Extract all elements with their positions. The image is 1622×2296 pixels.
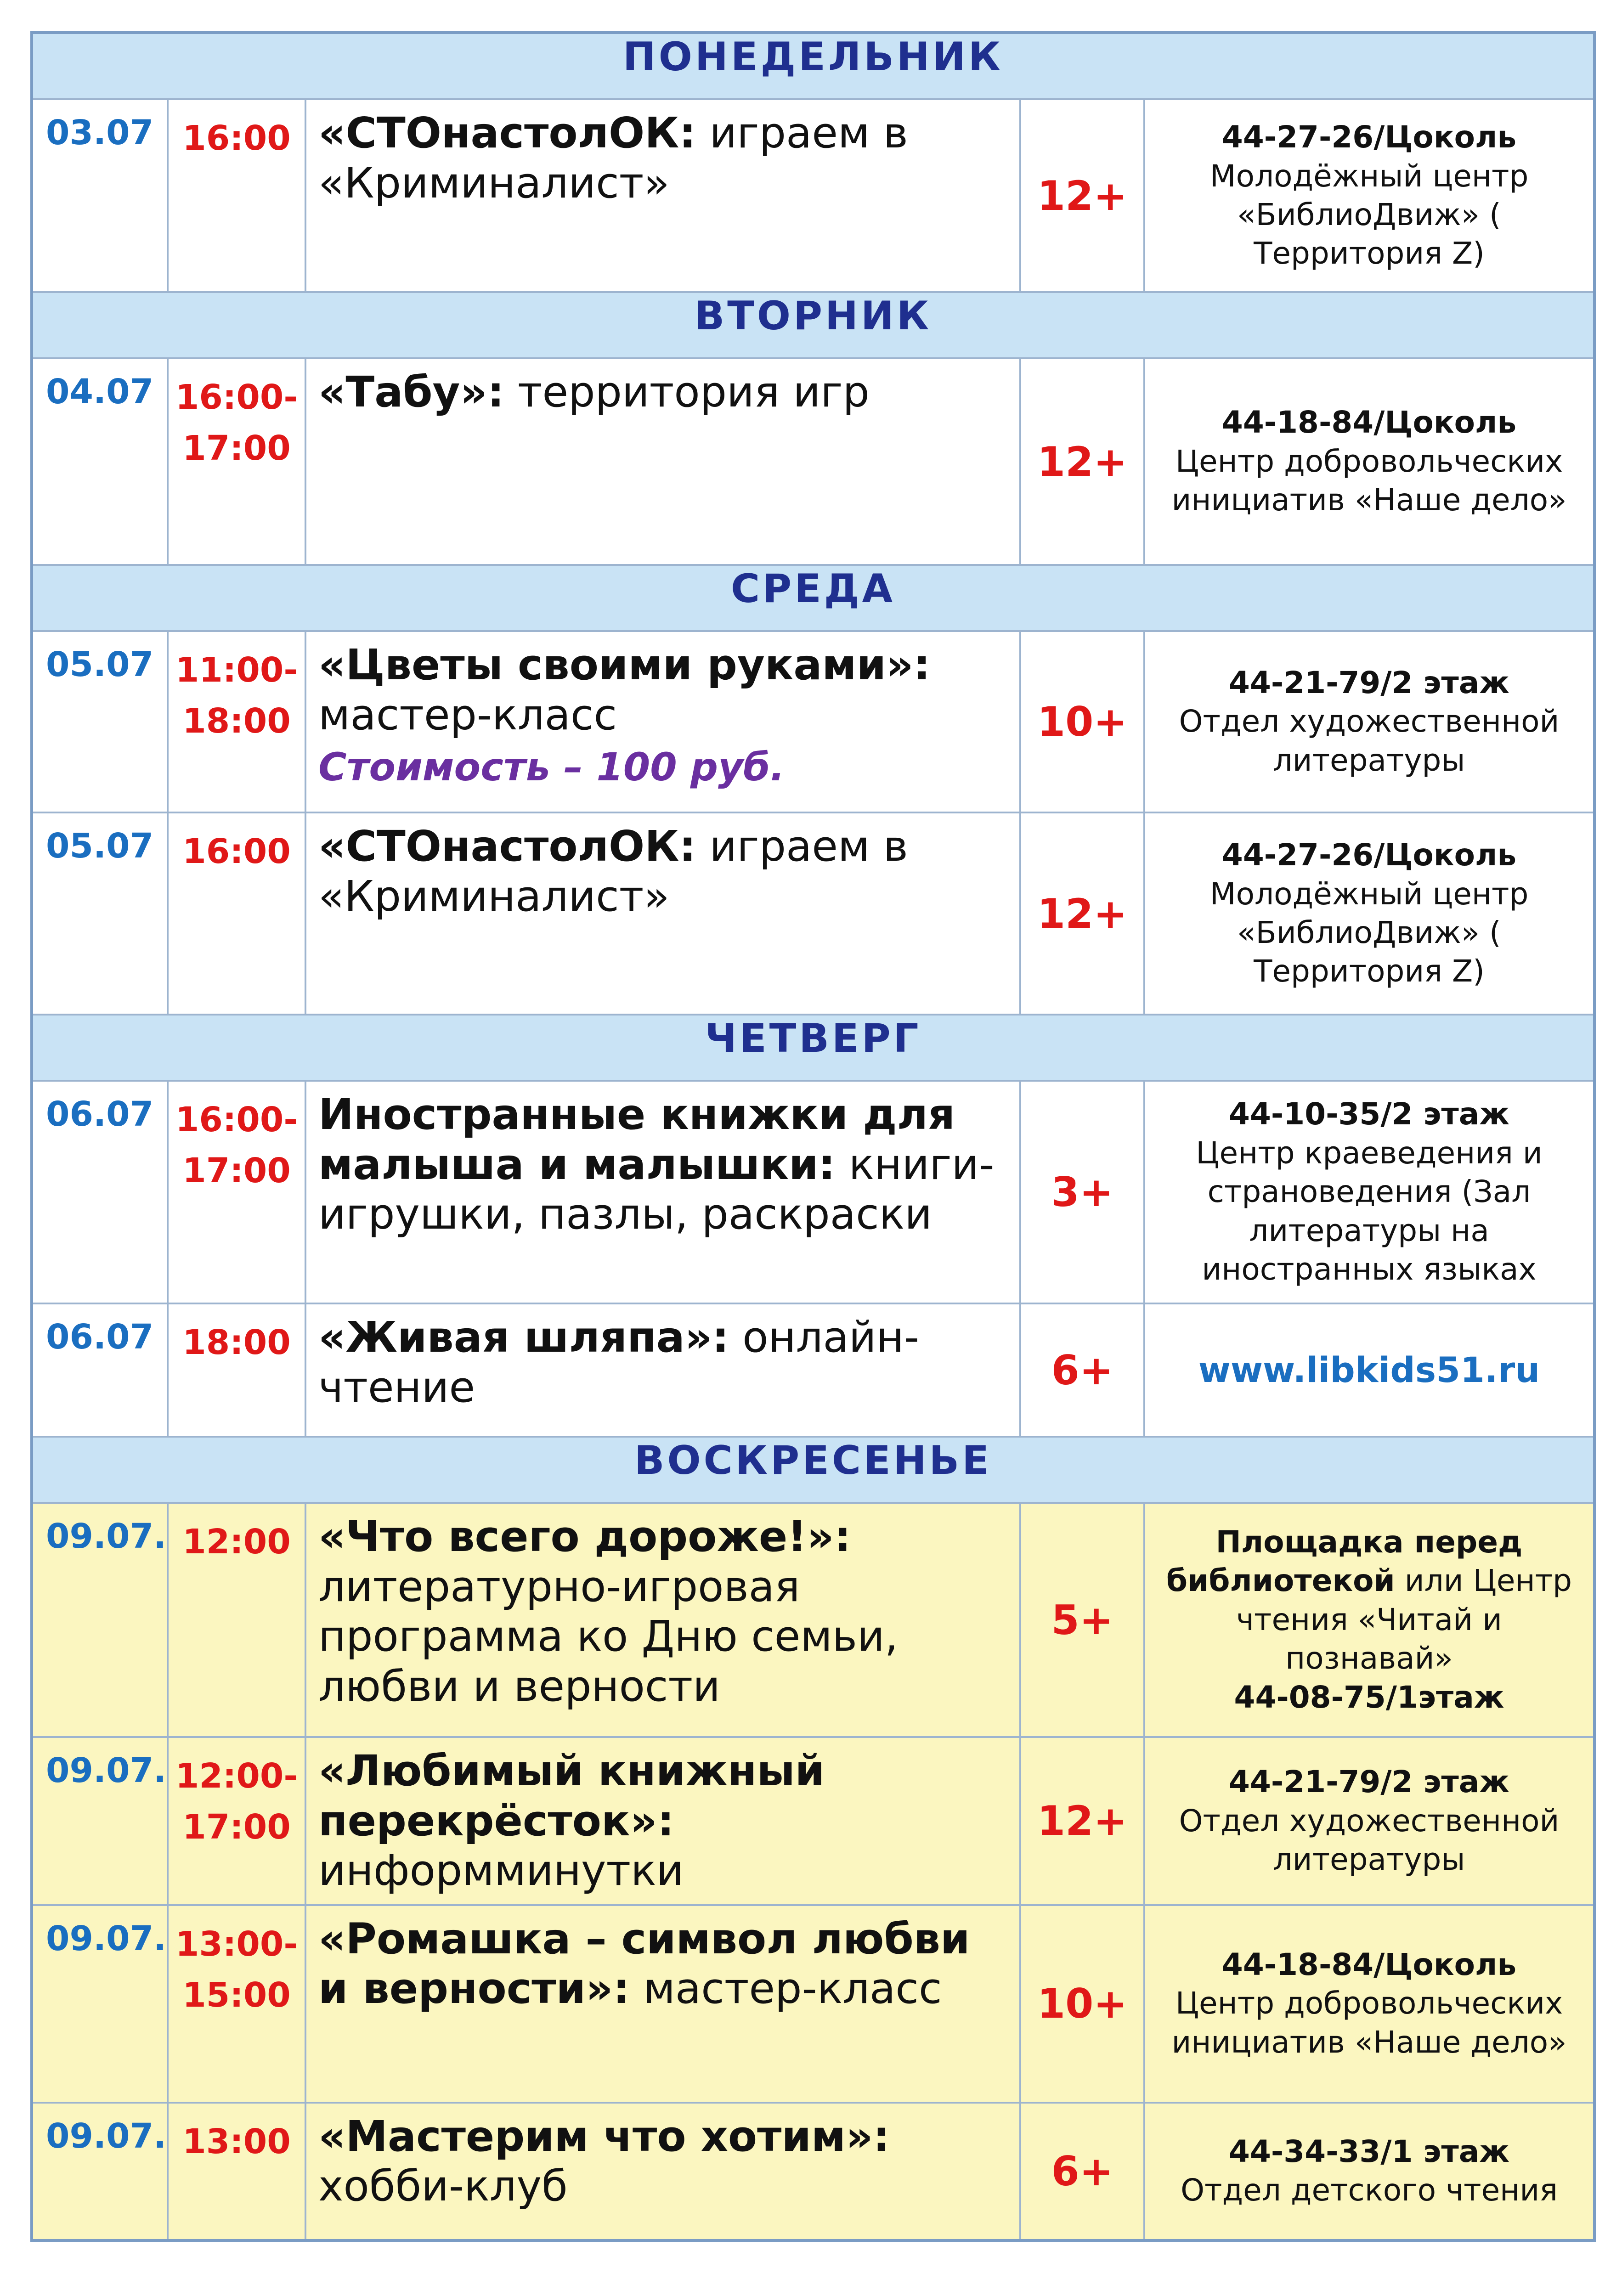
day-header: ПОНЕДЕЛЬНИК — [32, 33, 1594, 99]
event-title-cell — [305, 358, 1020, 565]
event-date: 09.07. — [32, 1905, 168, 2103]
event-date: 04.07 — [32, 358, 168, 565]
age-rating: 6+ — [1020, 1303, 1144, 1437]
event-title: «СТОнастолОК: — [318, 108, 696, 158]
place-name: Отдел детского чтения — [1181, 2172, 1558, 2208]
event-time: 12:00 — [168, 1503, 305, 1737]
place-name-bold: Площадка перед библиотекой — [1166, 1524, 1523, 1599]
event-time: 16:00-17:00 — [168, 358, 305, 565]
event-price: Стоимость – 100 руб. — [318, 745, 785, 790]
event-place — [1144, 99, 1594, 292]
event-row — [32, 1905, 1594, 2103]
event-desc: играем в «Криминалист» — [318, 822, 908, 921]
event-title-cell — [305, 99, 1020, 292]
day-header: ВТОРНИК — [32, 292, 1594, 358]
place-phone: 44-27-26/Цоколь — [1221, 119, 1517, 155]
event-desc: литературно-игровая программа ко Дню семьи, любви и верности — [318, 1562, 899, 1711]
event-place — [1144, 1303, 1594, 1437]
place-name: Отдел художественной литературы — [1179, 704, 1560, 778]
age-rating: 10+ — [1020, 631, 1144, 812]
event-place — [1144, 1503, 1594, 1737]
event-time: 16:00 — [168, 812, 305, 1015]
event-row — [32, 812, 1594, 1015]
event-desc: мастер-класс — [630, 1964, 942, 2014]
event-desc: территория игр — [504, 367, 870, 417]
place-phone: 44-27-26/Цоколь — [1221, 837, 1517, 873]
place-phone: 44-08-75/1этаж — [1234, 1679, 1504, 1715]
event-title-cell — [305, 631, 1020, 812]
event-title-cell — [305, 1905, 1020, 2103]
website-link[interactable]: www.libkids51.ru — [1198, 1349, 1540, 1391]
event-title: «Любимый книжный перекрёсток»: — [318, 1746, 825, 1845]
event-time: 13:00-15:00 — [168, 1905, 305, 2103]
event-row — [32, 2103, 1594, 2240]
age-rating: 3+ — [1020, 1081, 1144, 1303]
place-name: Центр краеведения и страноведения (Зал литературы на иностранных языках — [1196, 1135, 1543, 1287]
event-place — [1144, 1737, 1594, 1905]
day-header: ЧЕТВЕРГ — [32, 1015, 1594, 1081]
event-date: 03.07 — [32, 99, 168, 292]
place-phone: 44-21-79/2 этаж — [1229, 665, 1509, 700]
event-time: 13:00 — [168, 2103, 305, 2240]
event-date: 05.07 — [32, 631, 168, 812]
event-desc: играем в «Криминалист» — [318, 108, 908, 208]
place-phone: 44-34-33/1 этаж — [1229, 2133, 1509, 2169]
event-row — [32, 1081, 1594, 1303]
age-rating: 10+ — [1020, 1905, 1144, 2103]
place-name: Отдел художественной литературы — [1179, 1803, 1560, 1878]
event-place — [1144, 1905, 1594, 2103]
event-time: 18:00 — [168, 1303, 305, 1437]
event-date: 09.07. — [32, 2103, 168, 2240]
event-date: 06.07 — [32, 1303, 168, 1437]
event-time: 16:00 — [168, 99, 305, 292]
event-title: «СТОнастолОК: — [318, 822, 696, 871]
event-desc: хобби-клуб — [318, 2161, 568, 2211]
place-phone: 44-21-79/2 этаж — [1229, 1764, 1509, 1800]
place-phone: 44-10-35/2 этаж — [1229, 1096, 1509, 1132]
age-rating: 12+ — [1020, 812, 1144, 1015]
event-row — [32, 1737, 1594, 1905]
schedule-table — [30, 31, 1596, 2242]
place-name: Центр добровольческих инициатив «Наше дело» — [1171, 1986, 1567, 2060]
place-name: Центр добровольческих инициатив «Наше дело» — [1171, 443, 1567, 518]
event-place — [1144, 631, 1594, 812]
event-title-cell — [305, 1303, 1020, 1437]
event-title-cell — [305, 1503, 1020, 1737]
event-desc: информминутки — [318, 1846, 684, 1895]
event-title: Иностранные книжки для малыша и малышки: — [318, 1090, 955, 1189]
event-title: «Цветы своими руками»: — [318, 640, 931, 689]
event-row — [32, 631, 1594, 812]
event-title: «Живая шляпа»: — [318, 1313, 729, 1362]
event-row — [32, 358, 1594, 565]
place-phone: 44-18-84/Цоколь — [1221, 1946, 1517, 1982]
place-name: Молодёжный центр «БиблиоДвиж» ( Территория Z) — [1209, 158, 1529, 271]
place-name: или Центр чтения «Читай и познавай» — [1236, 1563, 1572, 1676]
event-time: 11:00-18:00 — [168, 631, 305, 812]
event-place — [1144, 358, 1594, 565]
place-phone: 44-18-84/Цоколь — [1221, 405, 1517, 440]
event-date: 09.07. — [32, 1503, 168, 1737]
event-title-cell — [305, 2103, 1020, 2240]
event-desc: книги-игрушки, пазлы, раскраски — [318, 1140, 995, 1239]
event-title: «Табу»: — [318, 367, 504, 417]
event-title-cell — [305, 1081, 1020, 1303]
event-desc: онлайн-чтение — [318, 1313, 919, 1412]
event-title: «Ромашка – символ любви и верности»: — [318, 1914, 970, 2014]
event-row — [32, 99, 1594, 292]
event-place — [1144, 2103, 1594, 2240]
event-time: 16:00-17:00 — [168, 1081, 305, 1303]
event-title: «Мастерим что хотим»: — [318, 2111, 890, 2161]
age-rating: 6+ — [1020, 2103, 1144, 2240]
age-rating: 12+ — [1020, 99, 1144, 292]
age-rating: 12+ — [1020, 358, 1144, 565]
event-desc: мастер-класс — [318, 690, 617, 739]
age-rating: 5+ — [1020, 1503, 1144, 1737]
event-date: 06.07 — [32, 1081, 168, 1303]
event-title: «Что всего дороже!»: — [318, 1512, 851, 1561]
event-title-cell — [305, 812, 1020, 1015]
event-date: 09.07. — [32, 1737, 168, 1905]
day-header: СРЕДА — [32, 565, 1594, 631]
age-rating: 12+ — [1020, 1737, 1144, 1905]
event-place — [1144, 1081, 1594, 1303]
event-date: 05.07 — [32, 812, 168, 1015]
place-name: Молодёжный центр «БиблиоДвиж» ( Территория Z) — [1209, 876, 1529, 989]
event-place — [1144, 812, 1594, 1015]
day-header: ВОСКРЕСЕНЬЕ — [32, 1437, 1594, 1503]
event-time: 12:00-17:00 — [168, 1737, 305, 1905]
event-row — [32, 1503, 1594, 1737]
event-row — [32, 1303, 1594, 1437]
event-title-cell — [305, 1737, 1020, 1905]
